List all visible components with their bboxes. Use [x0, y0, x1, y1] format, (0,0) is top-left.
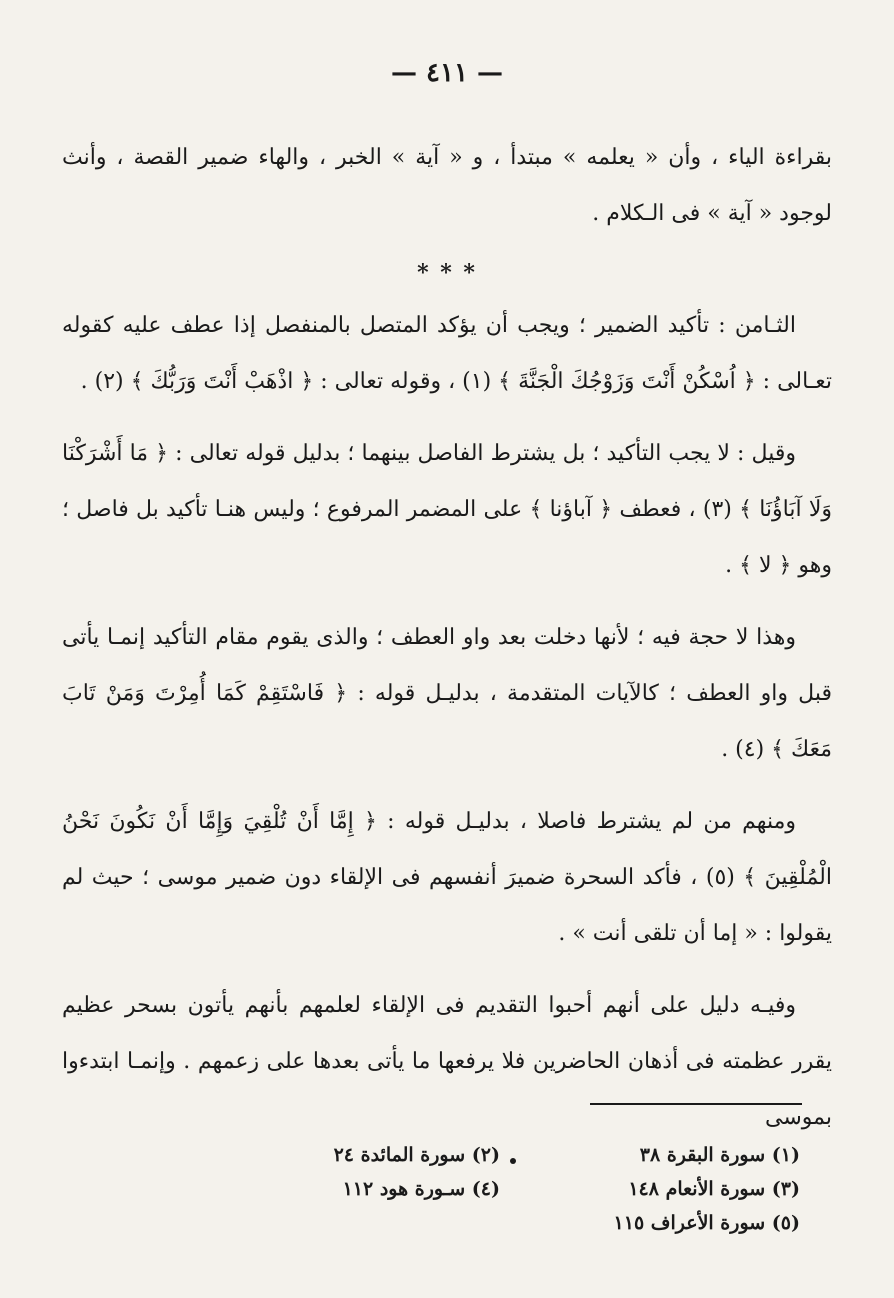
- paragraph-3: وقيل : لا يجب التأكيد ؛ بل يشترط الفاصل بينهما ؛ بدليل قوله تعالى : ﴿ مَا أَشْرَكْنَا وَلَا آبَاؤُنَا ﴾ (٣) ، فعطف ﴿ آباؤنا ﴾ على المضمر المرفوع ؛ وليس هنـا تأكيد بل فاصل ؛ وهو ﴿ لا ﴾ .: [62, 441, 832, 578]
- footnotes: [240, 1138, 800, 1240]
- footnote-left-column: [240, 1138, 500, 1240]
- paragraph-4: وهذا لا حجة فيه ؛ لأنها دخلت بعد واو العطف ؛ والذى يقوم مقام التأكيد إنمـا يأتى قبل واو العطف ؛ كالآيات المتقدمة ، بدليـل قوله : ﴿ فَاسْتَقِمْ كَمَا أُمِرْتَ وَمَنْ تَابَ مَعَكَ ﴾ (٤) .: [62, 625, 832, 762]
- footnote-5: (٥) سورة الأعراف ١١٥: [613, 1212, 800, 1234]
- footnote-3: (٣) سورة الأنعام ١٤٨: [628, 1178, 800, 1200]
- footnote-2: (٢) سورة المائدة ٢٤: [333, 1144, 500, 1166]
- main-text: [62, 130, 832, 1162]
- paragraph-1: بقراءة الياء ، وأن « يعلمه » مبتدأ ، و « آية » الخبر ، والهاء ضمير القصة ، وأنث لوجود « آية » فى الـكلام .: [62, 145, 832, 226]
- footnote-4: (٤) سـورة هود ١١٢: [342, 1178, 500, 1200]
- page-number: — ٤١١ —: [390, 58, 504, 88]
- paragraph-5: ومنهم من لم يشترط فاصلا ، بدليـل قوله : ﴿ إِمَّا أَنْ تُلْقِيَ وَإِمَّا أَنْ نَكُونَ نَحْنُ الْمُلْقِينَ ﴾ (٥) ، فأكد السحرة ضميرَ أنفسهم فى الإلقاء دون ضمير موسى ؛ حيث لم يقولوا : « إما أن تلقى أنت » .: [62, 809, 832, 946]
- footnote-divider: [590, 1103, 802, 1105]
- footnote-right-column: [540, 1138, 800, 1240]
- footnote-1: (١) سورة البقرة ٣٨: [639, 1144, 800, 1166]
- paragraph-2: الثـامن : تأكيد الضمير ؛ ويجب أن يؤكد المتصل بالمنفصل إذا عطف عليه كقوله تعـالى : ﴿ اُسْكُنْ أَنْتَ وَزَوْجُكَ الْجَنَّةَ ﴾ (١) ، وقوله تعالى : ﴿ اذْهَبْ أَنْتَ وَرَبُّكَ ﴾ (٢) .: [62, 313, 832, 394]
- paragraph-6: وفيـه دليل على أنهم أحبوا التقديم فى الإلقاء لعلمهم بأنهم يأتون بسحر عظيم يقرر عظمته فى أذهان الحاضرين فلا يرفعها ما يأتى بعدها على زعمهم . وإنمـا ابتدءوا بموسى: [62, 993, 832, 1130]
- footnote-row: [240, 1138, 800, 1240]
- section-separator: * * *: [417, 260, 477, 286]
